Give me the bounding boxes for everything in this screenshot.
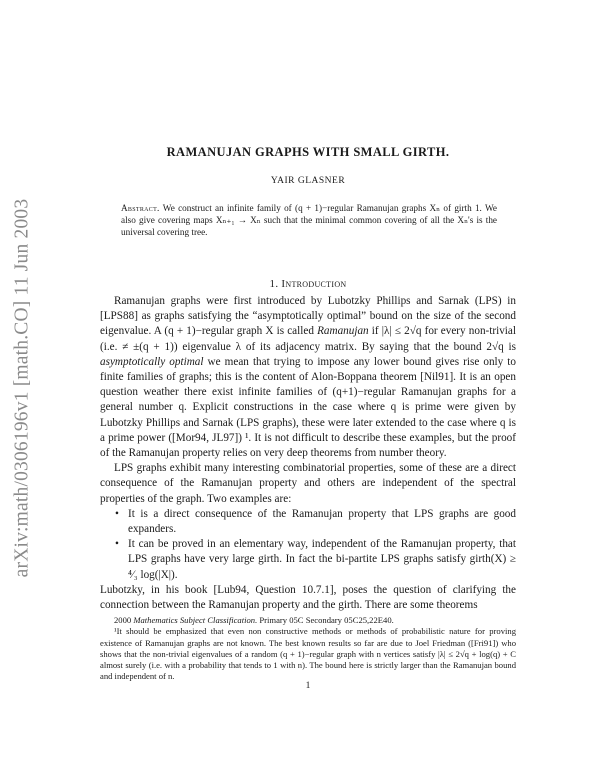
bullet-text: It can be proved in an elementary way, independent of the Ramanujan property, that LPS graphs have very large girth. In fact the bi-partite LPS graphs satisfy girth(X) ≥ ⁴⁄₃ log(|X|). (128, 538, 516, 581)
paper-title: RAMANUJAN GRAPHS WITH SMALL GIRTH. (166, 145, 450, 159)
bullet-icon: • (115, 507, 119, 520)
paragraph-2: LPS graphs exhibit many interesting combinatorial properties, some of these are a direct consequence of the Ramanujan property and others are independent of the spectral properties of the graph. Two examples are: (100, 462, 516, 505)
classification-text: Primary 05C Secondary 05C25,22E40. (257, 615, 394, 625)
abstract-label: Abstract. (121, 203, 160, 213)
section-heading: 1. Introduction (269, 278, 347, 290)
paragraph-1-emphasis-1: Ramanujan (317, 325, 369, 338)
bullet-item (100, 537, 516, 583)
arxiv-stamp (2, 0, 42, 776)
classification-note (100, 615, 516, 626)
bullet-list (100, 507, 516, 583)
paragraph-1 (100, 294, 516, 461)
paragraph-1-emphasis-2: asymptotically optimal (100, 355, 204, 368)
paragraph-3: Lubotzky, in his book [Lub94, Question 10.7.1], poses the question of clarifying the connection between the Ramanujan property and the girth. There are some theorems (100, 583, 516, 612)
bullet-text: It is a direct consequence of the Ramanujan property that LPS graphs are good expanders. (128, 507, 516, 536)
page-number: 1 (305, 681, 311, 691)
paper-author: YAIR GLASNER (270, 176, 346, 186)
footnote-1: ¹It should be emphasized that even non constructive methods or methods of probabilistic nature for proving existence of Ramanujan graphs are not known. The best known results so far are due to Joel Friedman ([Fri91]) who shows that the non-trivial eigenvalues of a random (q + 1)−regular graph with n vertices satisfy |λ| ≤ 2√q + log(q) + C almost surely (i.e. with a probability that tends to 1 with n). The bound here is strictly larger than the Ramanujan bound and independent of n. (100, 626, 516, 682)
classification-label: Mathematics Subject Classification. (133, 615, 258, 625)
abstract-text: We construct an infinite family of (q + 1)−regular Ramanujan graphs Xₙ of girth 1. We also give covering maps Xₙ₊₁ → Xₙ such that the minimal common covering of all the Xₙ's is the universal covering tree. (121, 203, 497, 237)
paragraph-1-part-2: if |λ| ≤ 2√q for every non-trivial (i.e. ≠ ±(q + 1)) eigenvalue λ of its adjacency matrix. By saying that the bound 2√q is (100, 325, 516, 353)
abstract (121, 203, 497, 238)
arxiv-stamp-text: arXiv:math/0306196v1 [math.CO] 11 Jun 2003 (11, 198, 32, 578)
bullet-item (100, 507, 516, 537)
paragraph-1-part-3: we mean that trying to impose any lower bound gives rise only to finite families of graphs; this is the content of Alon-Boppana theorem [Nil91]. It is an open question weather there exist infinite families of (q+1)−regular Ramanujan graphs for a general number q. Explicit constructions in the case where q is prime were given by Lubotzky Phillips and Sarnak (LPS graphs), these were later extended to the case where q is a prime power ([Mor94, JL97]) ¹. It is not difficult to describe these examples, but the proof of the Ramanujan property relies on very deep theorems from number theory. (100, 355, 516, 460)
bullet-icon: • (115, 538, 119, 551)
body-text (100, 294, 516, 613)
footnotes (100, 615, 516, 683)
paragraph-1-part-1: Ramanujan graphs were first introduced by Lubotzky Phillips and Sarnak (LPS) in [LPS88] as graphs satisfying the “asymptotically optimal” bound on the size of the second eigenvalue. A (q + 1)−regular graph X is called (100, 295, 516, 338)
classification-prefix: 2000 (114, 615, 134, 625)
